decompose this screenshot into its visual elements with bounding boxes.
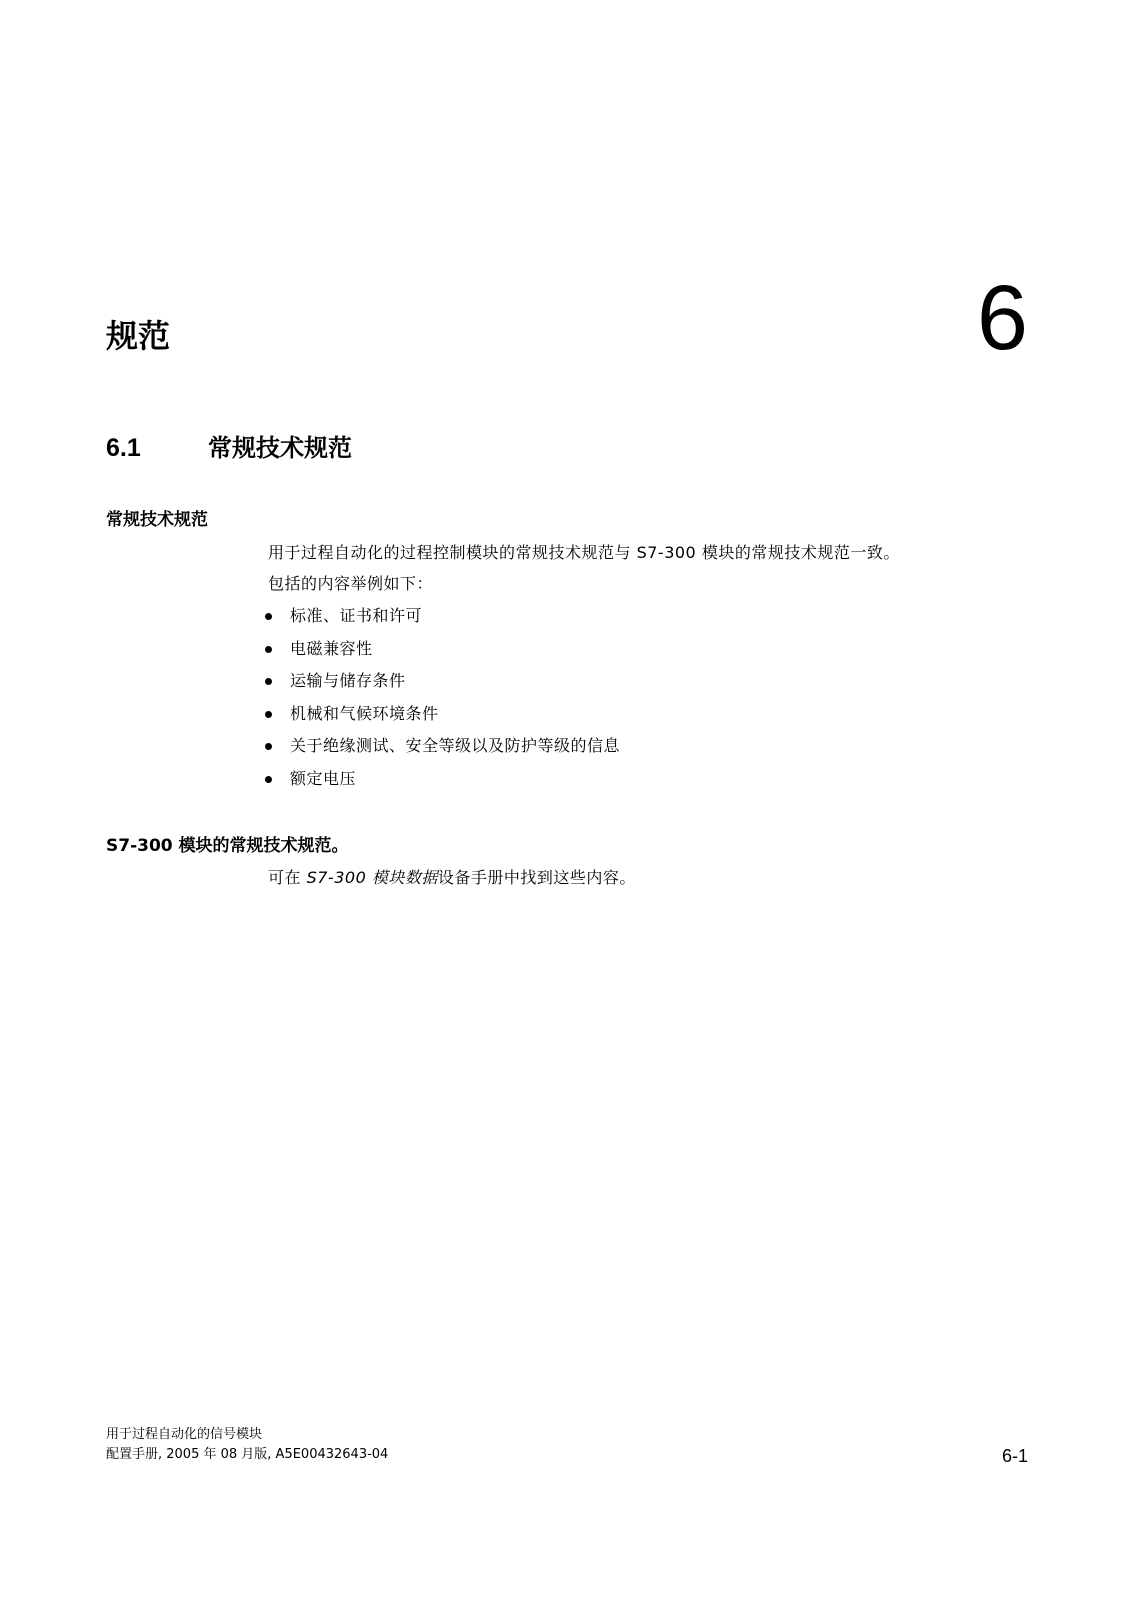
list-item-label: 额定电压 bbox=[290, 768, 357, 788]
reference-text-after: 设备手册中找到这些内容。 bbox=[437, 868, 636, 887]
subheading-s7-300-specs: S7-300 模块的常规技术规范。 bbox=[106, 836, 349, 856]
bullet-icon bbox=[265, 613, 272, 620]
chapter-number: 6 bbox=[976, 267, 1028, 369]
list-intro: 包括的内容举例如下： bbox=[268, 574, 434, 593]
list-item bbox=[262, 604, 620, 637]
spec-topic-list bbox=[262, 604, 620, 799]
list-item bbox=[262, 669, 620, 702]
list-item bbox=[262, 734, 620, 767]
footer-edition: 配置手册, 2005 年 08 月版, A5E00432643-04 bbox=[106, 1447, 389, 1462]
list-item bbox=[262, 767, 620, 800]
bullet-icon bbox=[265, 678, 272, 685]
chapter-title: 规范 bbox=[106, 317, 171, 355]
page-number: 6-1 bbox=[1001, 1446, 1028, 1466]
subheading-general-specs: 常规技术规范 bbox=[106, 510, 208, 530]
list-item bbox=[262, 637, 620, 670]
reference-text-before: 可在 bbox=[268, 868, 307, 887]
s7-300-reference-paragraph bbox=[268, 866, 636, 890]
bullet-icon bbox=[265, 743, 272, 750]
list-item-label: 关于绝缘测试、安全等级以及防护等级的信息 bbox=[290, 736, 621, 755]
list-item bbox=[262, 702, 620, 735]
section-number: 6.1 bbox=[106, 434, 141, 462]
list-item-label: 运输与储存条件 bbox=[290, 671, 406, 690]
footer-manual-title: 用于过程自动化的信号模块 bbox=[106, 1427, 263, 1442]
bullet-icon bbox=[265, 711, 272, 718]
manual-reference: S7-300 模块数据 bbox=[306, 868, 438, 887]
bullet-icon bbox=[265, 646, 272, 653]
general-specs-paragraph: 用于过程自动化的过程控制模块的常规技术规范与 S7-300 模块的常规技术规范一致。 bbox=[268, 543, 900, 562]
section-title: 常规技术规范 bbox=[208, 434, 352, 462]
list-item-label: 电磁兼容性 bbox=[290, 638, 373, 658]
bullet-icon bbox=[265, 776, 272, 783]
list-item-label: 标准、证书和许可 bbox=[290, 606, 423, 625]
list-item-label: 机械和气候环境条件 bbox=[290, 703, 439, 723]
